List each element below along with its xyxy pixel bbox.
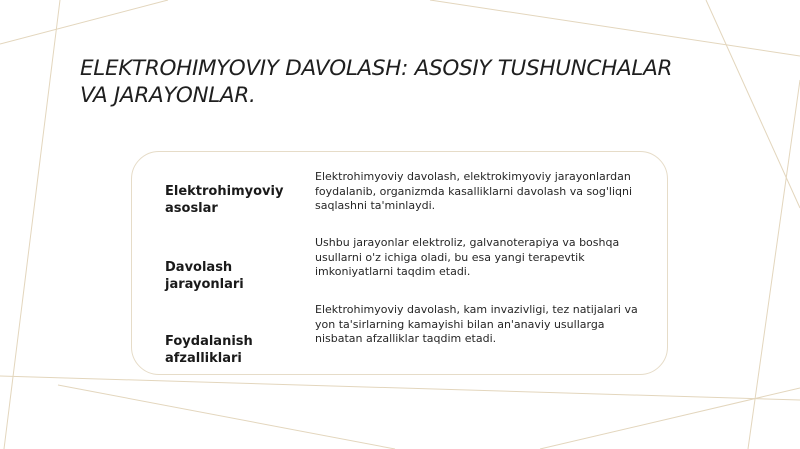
page-title: ELEKTROHIMYOVIY DAVOLASH: ASOSIY TUSHUNCHALAR VA JARAYONLAR.	[80, 56, 673, 108]
row-text-davolash-jarayonlari: Ushbu jarayonlar elektroliz, galvanoterapiya va boshqa usullarni o'z ichiga oladi, bu esa yangi terapevtik imkoniyatlarni taqdim etadi.	[315, 236, 620, 278]
row-label-foydalanish-afzalliklari: Foydalanish afzalliklari	[165, 334, 253, 366]
row-text-foydalanish-afzalliklari: Elektrohimyoviy davolash, kam invazivligi, tez natijalari va yon ta'sirlarning kamayishi bilan an'anaviy usullarga nisbatan afzalliklar taqdim etadi.	[315, 303, 638, 345]
row-text-elektrohimyoviy-asoslar: Elektrohimyoviy davolash, elektrokimyoviy jarayonlardan foydalanib, organizmda kasalliklarni davolash va sog'liqni saqlashni ta'minlaydi.	[315, 170, 633, 212]
row-label-elektrohimyoviy-asoslar: Elektrohimyoviy asoslar	[165, 184, 284, 216]
row-label-davolash-jarayonlari: Davolash jarayonlari	[165, 260, 244, 292]
